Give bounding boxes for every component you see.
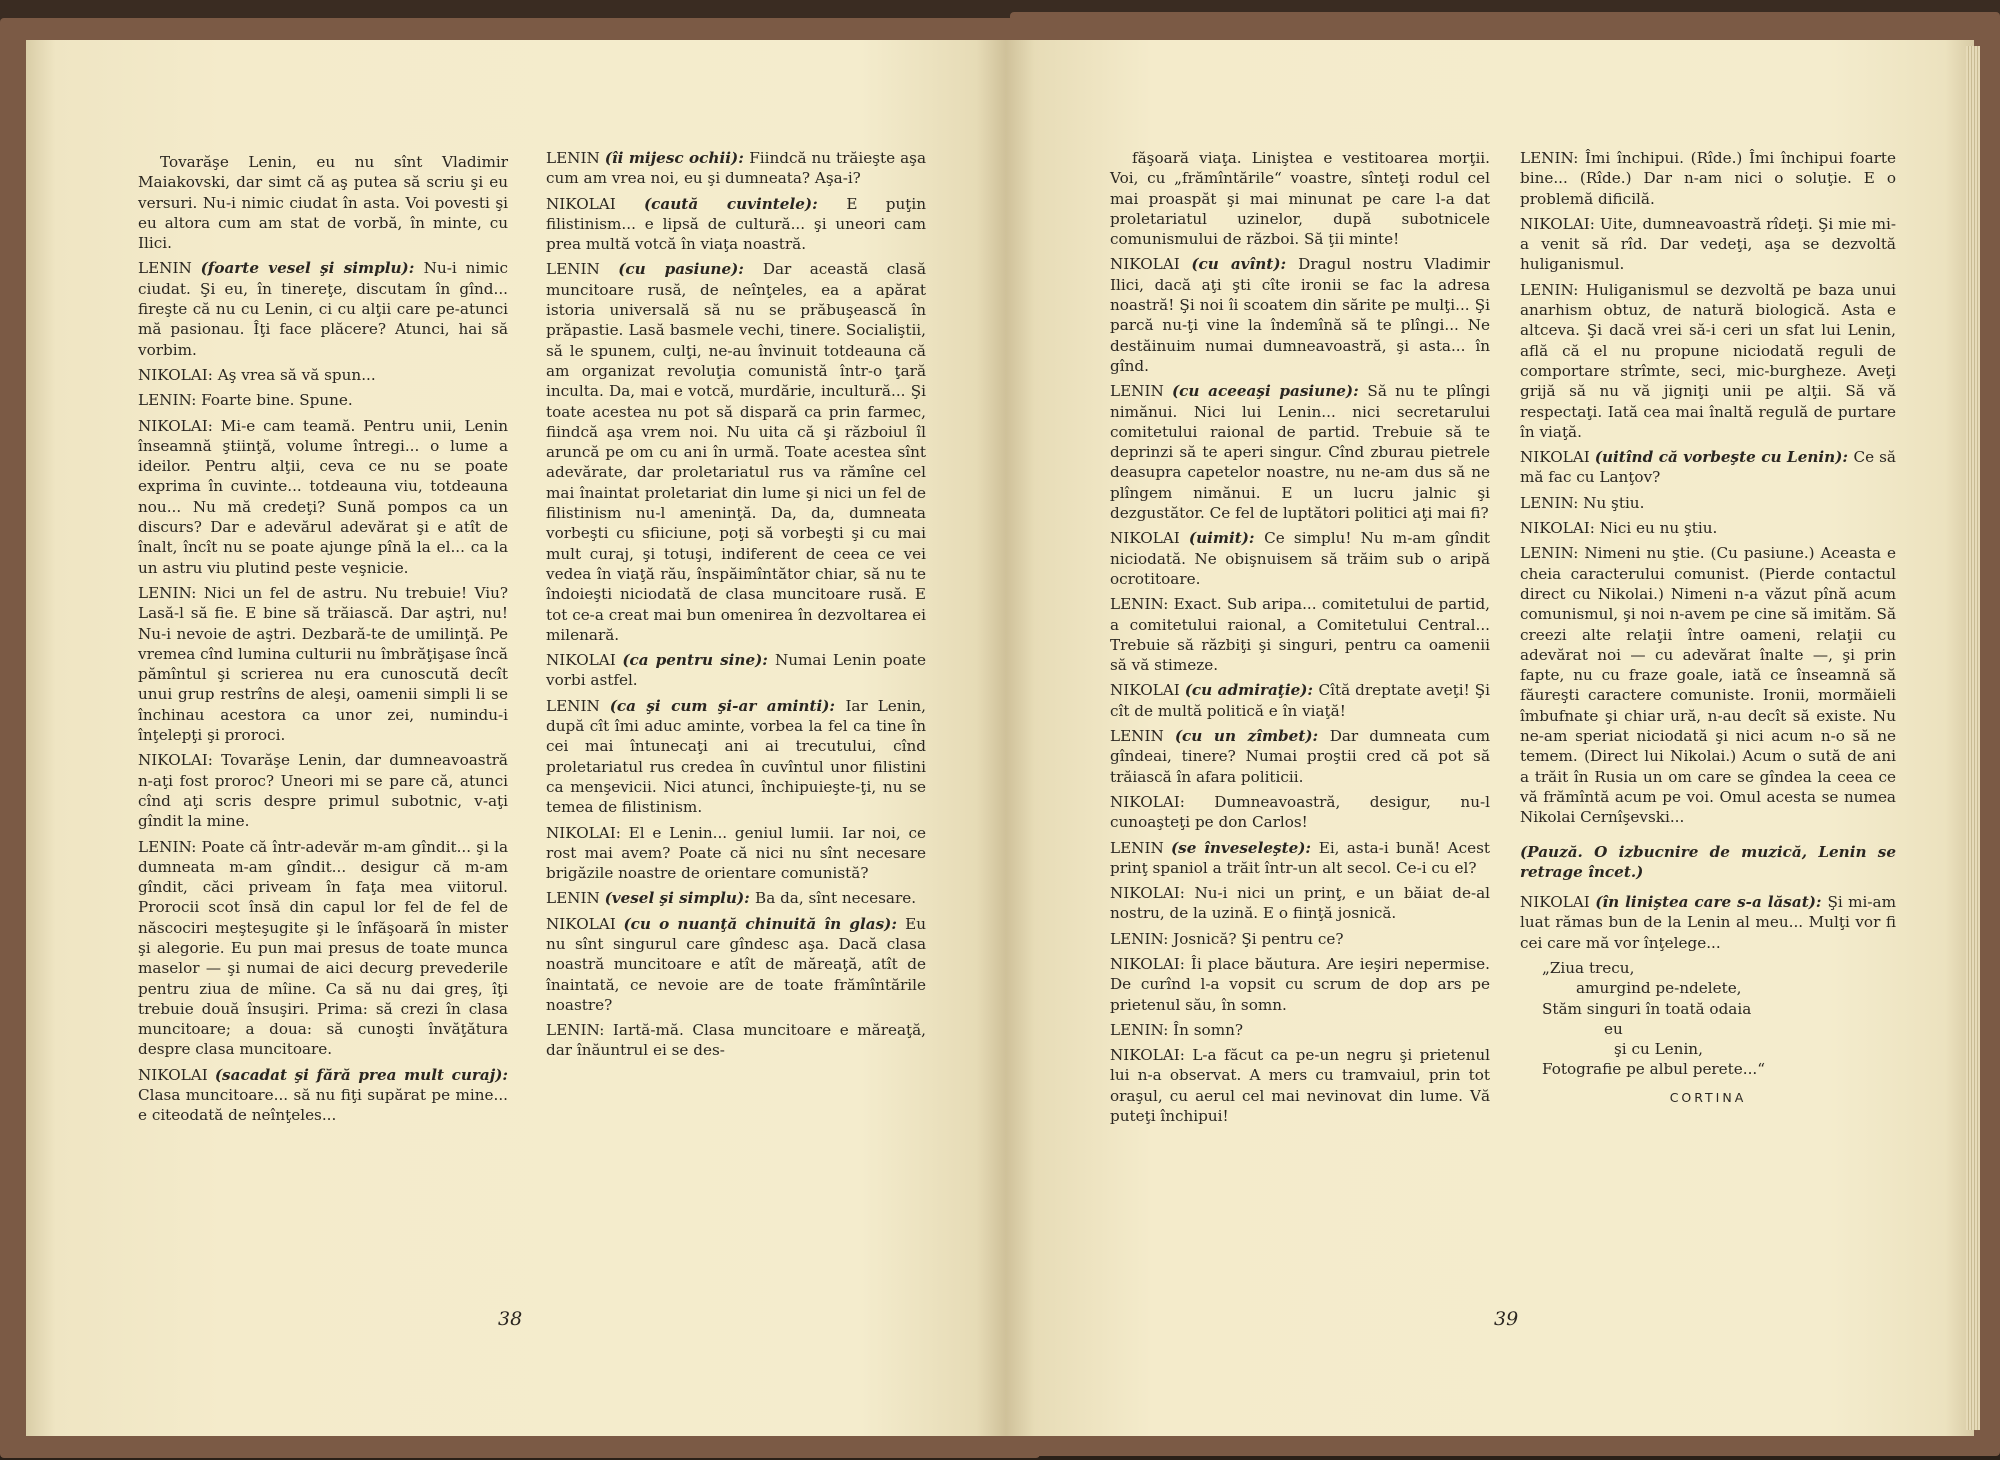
speaker-name: LENIN: — [1520, 280, 1586, 299]
dialogue-text: Ce simplu! Nu m-am gîndit niciodată. Ne obişnuisem să trăim sub o aripă ocrotitoare. — [1110, 529, 1490, 588]
poem-line: „Ziua trecu, — [1542, 958, 1635, 977]
dialogue-paragraph — [1110, 1020, 1490, 1040]
speaker-name: NIKOLAI — [1520, 448, 1595, 467]
dialogue-text: E puţin filistinism... e lipsă de cultură... şi uneori cam prea multă votcă în viaţa noastră. — [546, 194, 926, 254]
dialogue-paragraph — [1520, 148, 1896, 209]
dialogue-paragraph — [1110, 726, 1490, 787]
speaker-name: LENIN — [546, 889, 605, 908]
poem-line: Fotografie pe albul perete...“ — [1542, 1060, 1766, 1079]
left-page-column-2 — [546, 148, 926, 1066]
dialogue-paragraph — [1110, 929, 1490, 949]
dialogue-text: Ce să mă fac cu Lanţov? — [1520, 448, 1896, 487]
dialogue-text: Ei, asta-i bună! Acest prinţ spaniol a trăit într-un alt secol. Ce-i cu el? — [1110, 838, 1490, 877]
speaker-name: LENIN: — [1520, 149, 1586, 167]
dialogue-text: Cîtă dreptate aveţi! Şi cît de multă politică e în viaţă! — [1110, 681, 1490, 720]
speaker-name: NIKOLAI — [546, 651, 623, 670]
page-edges — [1966, 46, 1980, 1430]
speaker-name: NIKOLAI: — [138, 365, 218, 384]
dialogue-paragraph — [138, 416, 508, 578]
speaker-name: LENIN: — [138, 583, 204, 602]
poem-line: amurgind pe-ndelete, — [1576, 979, 1742, 998]
dialogue-text: Josnică? Şi pentru ce? — [1173, 929, 1344, 948]
speaker-name: NIKOLAI — [1110, 529, 1189, 548]
stage-direction: (sacadat şi fără prea mult curaj): — [214, 1065, 508, 1084]
dialogue-paragraph — [138, 258, 508, 359]
dialogue-text: În somn? — [1173, 1020, 1244, 1039]
right-page-column-2-body — [1520, 148, 1896, 953]
dialogue-paragraph — [546, 696, 926, 818]
speaker-name: LENIN — [1110, 382, 1172, 401]
dialogue-text: Îi place băutura. Are ieşiri nepermise. De curînd l-a vopsit cu scrum de dop ars pe prietenul său, în somn. — [1110, 954, 1490, 1014]
dialogue-text: Dumneavoastră, desigur, nu-l cunoaşteţi pe don Carlos! — [1110, 792, 1490, 832]
dialogue-text: Ba da, sînt necesare. — [755, 889, 917, 908]
dialogue-paragraph — [546, 148, 926, 189]
dialogue-text: Tovarăşe Lenin, dar dumneavoastră n-aţi fost proroc? Uneori mi se pare că, atunci cînd aţi scris despre primul subotnic, v-aţi gîndit la mine. — [138, 751, 508, 831]
speaker-name: LENIN: — [1520, 544, 1585, 563]
dialogue-paragraph — [1520, 447, 1896, 488]
stage-direction: (cu admiraţie): — [1184, 681, 1319, 700]
dialogue-text: Nu-i nimic ciudat. Şi eu, în tinereţe, discutam în gînd... fireşte că nu cu Lenin, ci cu alţii care pe-atunci mă pasionau. Îţi face plăcere? Atunci, hai să vorbim. — [138, 259, 508, 359]
stage-direction: (ca pentru sine): — [622, 651, 775, 670]
dialogue-paragraph — [546, 650, 926, 691]
dialogue-text: Mi-e cam teamă. Pentru unii, Lenin înseamnă ştiinţă, volume întregi... o lume a ideilor. Pentru alţii, ceva ce nu se poate exprima în cuvinte... totdeauna viu, totdeauna nou... Nu mă credeţi? Sună pompos ca un discurs? Dar e adevărul adevărat şi e atît de înalt, încît nu se poate ajunge pînă la el... ca la un astru viu plutind peste veşnicie. — [138, 416, 508, 577]
dialogue-text: Nici eu nu ştiu. — [1599, 519, 1718, 538]
dialogue-text: Uite, dumneavoastră rîdeţi. Şi mie mi-a venit să rîd. Dar vedeţi, aşa se dezvoltă huliganismul. — [1520, 214, 1896, 274]
speaker-name: LENIN: — [1110, 1020, 1174, 1039]
dialogue-text: Dar dumneata cum gîndeai, tinere? Numai proştii cred că pot să trăiască în afara politicii. — [1110, 727, 1490, 786]
dialogue-paragraph — [1110, 838, 1490, 879]
dialogue-paragraph — [138, 750, 508, 831]
dialogue-text: Nimeni nu ştie. (Cu pasiune.) Aceasta e cheia caracterului comunist. (Pierde contactul direct cu Nikolai.) Nimeni n-a văzut pînă acum comunismul, şi noi n-avem pe cine să imităm. Să creezi alte relaţii între oameni, relaţii cu adevărat noi — cu adevărat înalte —, şi prin fapte, nu cu fraze goale, iată ce înseamnă să făureşti caractere comuniste. Ironii, mormăieli îmbufnate şi chiar ură, n-au decît să existe. Nu ne-am speriat niciodată şi nici acum n-o să ne temem. (Direct lui Nikolai.) Acum o sută de ani a trăit în Rusia un om care se gîndea la ceea ce vă frămîntă acum pe voi. Omul acesta se numea Nikolai Cernîşevski... — [1520, 544, 1896, 827]
speaker-name: LENIN: — [1110, 595, 1174, 614]
dialogue-text: Nici un fel de astru. Nu trebuie! Viu? Lasă-l să fie. E bine să trăiască. Dar aştri, nu! Nu-i nevoie de aştri. Dezbară-te de umilinţă. Pe vremea cînd lumina culturii nu îmbrăţişase încă pămîntul şi scrierea nu era cunoscută decît unui grup restrîns de aleşi, oamenii simpli li se închinau acestora ca unor zei, numindu-i înţelepţi şi proroci. — [138, 583, 508, 745]
dialogue-text: Şi mi-am luat rămas bun de la Lenin al meu... Mulţi vor fi cei care mă vor înţelege... — [1520, 893, 1896, 952]
dialogue-paragraph — [1110, 1045, 1490, 1126]
dialogue-text: Huliganismul se dezvoltă pe baza unui anarhism obtuz, de natură biologică. Asta e altceva. Şi dacă vrei să-i ceri un sfat lui Lenin, află că el nu propune niciodată reguli de comportare strîmte, seci, mic-burgheze. Aveţi grijă să nu vă jigniţi unii pe alţii. Să vă respectaţi. Iată cea mai înaltă regulă de purtare în viaţă. — [1520, 280, 1896, 441]
stage-direction: (vesel şi simplu): — [604, 889, 756, 908]
speaker-name: LENIN — [546, 696, 610, 715]
stage-direction: (cu un zîmbet): — [1174, 727, 1330, 746]
left-page-column-1 — [138, 152, 508, 1131]
dialogue-paragraph — [546, 259, 926, 645]
stage-direction: (se înveseleşte): — [1170, 838, 1319, 857]
stage-direction: (uitînd că vorbeşte cu Lenin): — [1594, 448, 1854, 467]
dialogue-text: făşoară viaţa. Liniştea e vestitoarea morţii. Voi, cu „frămîntările“ voastre, sînteţi rodul cel mai proaspăt şi mai minunat pe care l-a dat proletariatul uzinelor, după subotnicele comunismului de război. Să ţii minte! — [1110, 149, 1490, 249]
stage-direction: (ca şi cum şi-ar aminti): — [609, 696, 846, 715]
dialogue-text: Tovarăşe Lenin, eu nu sînt Vladimir Maiakovski, dar simt că aş putea să scriu şi eu versuri. Nu-i nimic ciudat în asta. Voi povesti şi eu altora cum am stat de vorbă, în minte, cu Ilici. — [138, 153, 508, 253]
speaker-name: LENIN: — [138, 837, 202, 856]
dialogue-paragraph — [138, 365, 508, 385]
speaker-name: NIKOLAI: — [1110, 884, 1195, 903]
dialogue-paragraph — [1520, 892, 1896, 953]
stage-direction: (uimit): — [1188, 529, 1265, 548]
right-page-column-1 — [1110, 148, 1490, 1131]
poem-line: eu — [1604, 1019, 1623, 1038]
speaker-name: NIKOLAI — [546, 194, 644, 213]
speaker-name: NIKOLAI — [546, 914, 624, 933]
dialogue-paragraph — [138, 583, 508, 745]
dialogue-paragraph — [1110, 680, 1490, 721]
stage-direction: (cu pasiune): — [618, 260, 763, 279]
speaker-name: LENIN: — [546, 1021, 613, 1040]
speaker-name: NIKOLAI: — [1520, 214, 1600, 233]
dialogue-text: Iartă-mă. Clasa muncitoare e măreaţă, dar înăuntrul ei se des- — [546, 1021, 926, 1060]
speaker-name: LENIN: — [1520, 493, 1584, 512]
dialogue-paragraph — [138, 1065, 508, 1126]
speaker-name: NIKOLAI — [138, 1065, 215, 1084]
dialogue-text: L-a făcut ca pe-un negru şi prietenul lui n-a observat. A mers cu tramvaiul, prin tot oraşul, cu aerul cel mai nevinovat din lume. Vă puteţi închipui! — [1110, 1046, 1490, 1126]
dialogue-paragraph — [546, 823, 926, 884]
page-number-left: 38 — [498, 1308, 523, 1330]
dialogue-paragraph — [1110, 254, 1490, 376]
dialogue-paragraph — [1520, 493, 1896, 513]
dialogue-text: Fiindcă nu trăieşte aşa cum am vrea noi, eu şi dumneata? Aşa-i? — [546, 149, 927, 188]
dialogue-text: Poate că într-adevăr m-am gîndit... şi la dumneata m-am gîndit... desigur că m-am gîndit, căci priveam în faţa mea viitorul. Prorocii scot însă din capul lor fel de fel de născociri meşteşugite şi le înfăşoară în mister şi alegorie. Eu pun mai presus de toate munca maselor — şi numai de aici decurg prevederile pentru ziua de mîine. Ca să nu dai greş, îţi trebuie două însuşiri. Prima: să crezi în clasa muncitoare; a doua: să cunoşti învăţătura despre clasa muncitoare. — [138, 837, 509, 1059]
dialogue-paragraph — [1110, 883, 1490, 924]
dialogue-paragraph — [1110, 381, 1490, 523]
dialogue-paragraph — [1110, 148, 1490, 249]
left-page — [26, 40, 1006, 1436]
speaker-name: NIKOLAI: — [1520, 519, 1600, 538]
stage-direction: (caută cuvintele): — [643, 194, 847, 213]
dialogue-text: Foarte bine. Spune. — [201, 391, 353, 410]
poem-line: Stăm singuri în toată odaia — [1542, 999, 1752, 1018]
speaker-name: LENIN — [546, 149, 605, 167]
stage-direction: (cu aceeaşi pasiune): — [1171, 382, 1368, 401]
dialogue-paragraph — [138, 390, 508, 410]
stage-direction: (cu avînt): — [1191, 255, 1299, 274]
dialogue-paragraph — [1110, 954, 1490, 1015]
speaker-name: NIKOLAI: — [138, 751, 222, 770]
dialogue-paragraph — [138, 837, 508, 1060]
stage-direction: (în liniştea care s-a lăsat): — [1595, 893, 1828, 912]
stage-direction: (Pauză. O izbucnire de muzică, Lenin se retrage încet.) — [1520, 842, 1896, 881]
dialogue-paragraph — [546, 914, 926, 1015]
dialogue-text: Îmi închipui. (Rîde.) Îmi închipui foarte bine... (Rîde.) Dar n-am nici o soluţie. E o problemă dificilă. — [1520, 149, 1897, 208]
dialogue-text: Dar această clasă muncitoare rusă, de neînţeles, ea a apărat istoria universală să nu se prăbuşească în prăpastie. Lasă basmele vechi, tinere. Socialiştii, să le spunem, culţi, ne-au învinuit totdeauna că am organizat revoluţia comunistă într-o ţară inculta. Da, mai e votcă, murdărie, incultură... Şi toate acestea nu pot să dispară ca prin farmec, fiindcă aşa vrem noi. Nu uita că şi războiul îl aruncă pe om cu ani în urmă. Toate acestea sînt adevărate, dar proletariatul rus va rămîne cel mai înaintat proletariat din lume şi nici un fel de filistinism nu-l ameninţă. Da, da, dumneata vorbeşti cu sfiiciune, poţi să vorbeşti şi cu mai mult curaj, şi totuşi, indiferent de ceea ce vei vedea în viaţă rău, înspăimîntător chiar, să nu te îndoieşti niciodată de clasa muncitoare rusă. E tot ce-a creat mai bun omenirea în dezvoltarea ei milenară. — [546, 260, 927, 644]
speaker-name: LENIN — [546, 260, 619, 279]
dialogue-paragraph — [546, 1020, 926, 1061]
dialogue-paragraph — [138, 152, 508, 253]
speaker-name: NIKOLAI: — [138, 416, 221, 435]
dialogue-text: Iar Lenin, după cît îmi aduc aminte, vorbea la fel ca tine în cei mai întunecaţi ani ai trecutului, cînd proletariatul rus credea în cuvîntul unor filistini ca menşevicii. Nici atunci, închipuieşte-ţi, nu se temea de filistinism. — [546, 696, 927, 817]
speaker-name: NIKOLAI: — [546, 823, 629, 842]
speaker-name: NIKOLAI — [1110, 681, 1185, 700]
dialogue-text: Eu nu sînt singurul care gîndesc aşa. Dacă clasa noastră muncitoare e atît de măreaţă, atît de înaintată, ce nevoie are de toate frămîntările noastre? — [546, 914, 926, 1014]
dialogue-paragraph — [1520, 543, 1896, 827]
dialogue-text: Nu-i nici un prinţ, e un băiat de-al nostru, de la uzină. E o fiinţă josnică. — [1110, 884, 1490, 923]
stage-direction: (îi mijesc ochii): — [604, 149, 750, 167]
poem — [1542, 958, 1896, 1080]
dialogue-text: Dragul nostru Vladimir Ilici, dacă aţi şti cîte ironii se fac la adresa noastră! Şi noi îi scoatem din sărite pe mulţi... Şi parcă nu-ţi vine la îndemînă să te plîngi... Ne destăinuim numai dumneavoastră, şi asta... în gînd. — [1110, 255, 1490, 375]
dialogue-text: Aş vrea să vă spun... — [217, 365, 376, 384]
speaker-name: NIKOLAI — [1520, 893, 1596, 912]
stage-direction: (cu o nuanţă chinuită în glas): — [623, 914, 906, 933]
dialogue-paragraph — [1520, 518, 1896, 538]
speaker-name: LENIN — [1110, 727, 1175, 746]
speaker-name: LENIN — [138, 259, 201, 278]
dialogue-text: Clasa muncitoare... să nu fiţi supărat pe mine... e citeodată de neînţeles... — [138, 1086, 508, 1125]
dialogue-paragraph — [546, 194, 926, 255]
poem-line: şi cu Lenin, — [1614, 1040, 1703, 1059]
dialogue-paragraph — [1520, 280, 1896, 442]
dialogue-paragraph — [1110, 528, 1490, 589]
speaker-name: LENIN: — [138, 391, 202, 410]
dialogue-text: Numai Lenin poate vorbi astfel. — [546, 651, 927, 690]
dialogue-paragraph — [1110, 594, 1490, 675]
dialogue-paragraph — [1520, 214, 1896, 275]
dialogue-text: Exact. Sub aripa... comitetului de partid, a comitetului raional, a Comitetului Central... Trebuie să răzbiţi şi singuri, pentru ca oamenii să vă stimeze. — [1110, 595, 1491, 675]
speaker-name: NIKOLAI — [1110, 255, 1192, 274]
speaker-name: NIKOLAI: — [1110, 954, 1191, 973]
dialogue-text: Nu ştiu. — [1583, 493, 1645, 512]
curtain-label: CORTINA — [1669, 1089, 1747, 1105]
speaker-name: LENIN: — [1110, 929, 1174, 948]
dialogue-text: Să nu te plîngi nimănui. Nici lui Lenin... nici secretarului comitetului raional de partid. Trebuie să te deprinzi să te aperi singur. Cînd zburau pietrele deasupra capetelor noastre, nu ne-am dus să ne plîngem nimănui. E un lucru jalnic şi dezgustător. Ce fel de luptători politici aţi mai fi? — [1110, 382, 1491, 523]
page-number-right: 39 — [1494, 1308, 1519, 1330]
speaker-name: LENIN — [1110, 838, 1171, 857]
dialogue-paragraph — [1110, 792, 1490, 833]
dialogue-paragraph — [546, 888, 926, 908]
stage-direction: (foarte vesel şi simplu): — [200, 259, 424, 278]
right-page — [1006, 40, 1974, 1436]
speaker-name: NIKOLAI: — [1110, 1046, 1193, 1065]
right-page-column-2 — [1520, 148, 1896, 1108]
speaker-name: NIKOLAI: — [1110, 792, 1215, 811]
dialogue-paragraph — [1520, 842, 1896, 883]
dialogue-text: El e Lenin... geniul lumii. Iar noi, ce rost mai avem? Poate că nici nu sînt necesare brigăzile noastre de orientare comunistă? — [546, 823, 926, 883]
